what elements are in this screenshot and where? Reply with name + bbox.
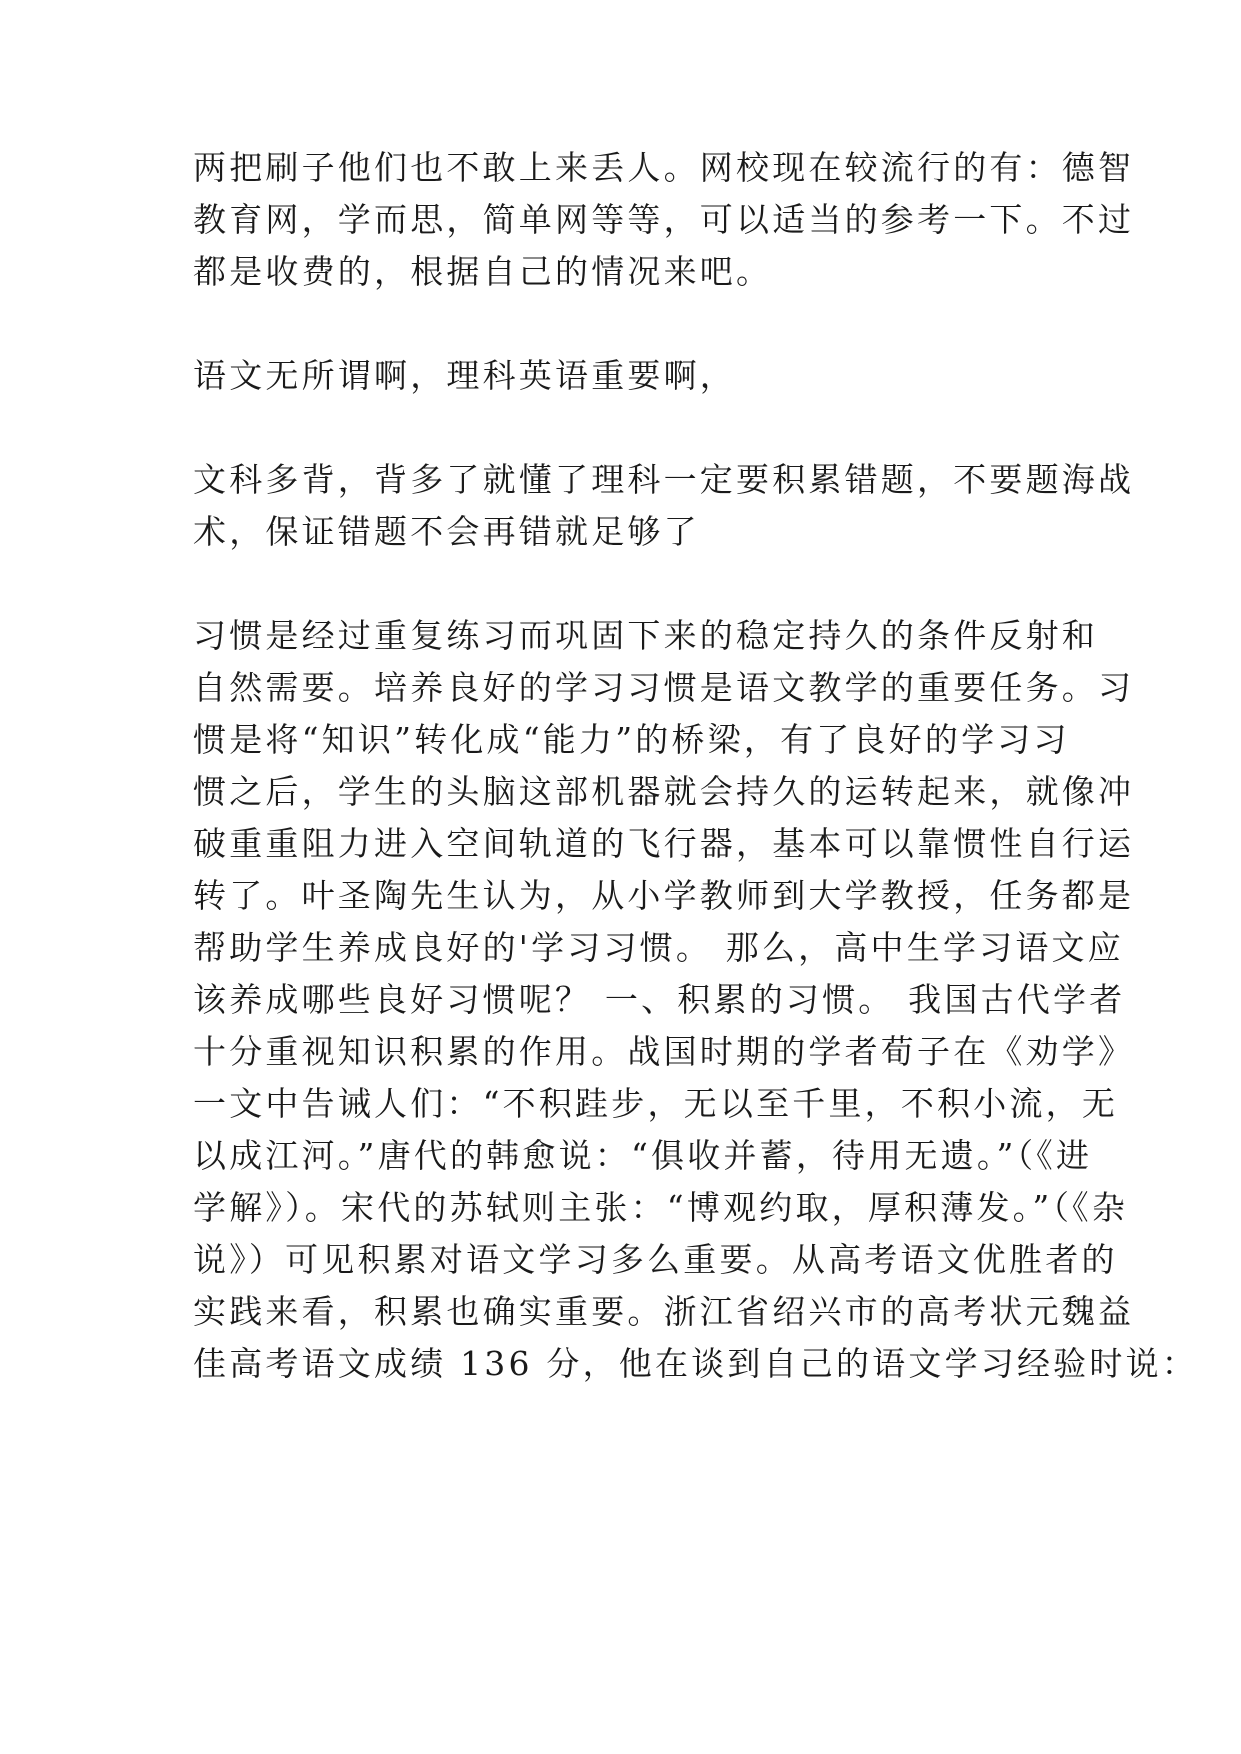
paragraph-3-line-2: 术，保证错题不会再错就足够了 (193, 512, 700, 551)
paragraph-4-line-12: 学解》）。宋代的苏轼则主张：“博观约取，厚积薄发。”（《杂 (193, 1188, 1129, 1227)
paragraph-4-line-10: 一文中告诫人们：“不积跬步，无以至千里，不积小流，无 (193, 1084, 1119, 1123)
paragraph-3-line-1: 文科多背，背多了就懂了理科一定要积累错题，不要题海战 (193, 460, 1135, 499)
paragraph-1-line-1: 两把刷子他们也不敢上来丢人。网校现在较流行的有：德智 (193, 148, 1135, 187)
paragraph-4-line-8: 该养成哪些良好习惯呢？ 一、积累的习惯。 我国古代学者 (193, 980, 1126, 1019)
paragraph-4-line-4: 惯之后，学生的头脑这部机器就会持久的运转起来，就像冲 (193, 772, 1135, 811)
paragraph-4-line-14: 实践来看，积累也确实重要。浙江省绍兴市的高考状元魏益 (193, 1292, 1135, 1331)
paragraph-4-line-2: 自然需要。培养良好的学习习惯是语文教学的重要任务。习 (193, 668, 1135, 707)
paragraph-4-line-15: 佳高考语文成绩 136 分，他在谈到自己的语文学习经验时说： (193, 1344, 1198, 1383)
paragraph-4-line-9: 十分重视知识积累的作用。战国时期的学者荀子在《劝学》 (193, 1032, 1135, 1071)
paragraph-4-line-3: 惯是将“知识”转化成“能力”的桥梁，有了良好的学习习 (193, 720, 1070, 759)
paragraph-1-line-3: 都是收费的，根据自己的情况来吧。 (193, 252, 773, 291)
paragraph-4-line-1: 习惯是经过重复练习而巩固下来的稳定持久的条件反射和 (193, 616, 1098, 655)
paragraph-4-line-5: 破重重阻力进入空间轨道的飞行器，基本可以靠惯性自行运 (193, 824, 1135, 863)
paragraph-4-line-13: 说》）可见积累对语文学习多么重要。从高考语文优胜者的 (193, 1240, 1118, 1279)
paragraph-4-line-11: 以成江河。”唐代的韩愈说：“俱收并蓄，待用无遗。”（《进 (193, 1136, 1093, 1175)
paragraph-4-line-7: 帮助学生养成良好的'学习习惯。 那么，高中生学习语文应 (193, 928, 1124, 967)
paragraph-4-line-6: 转了。叶圣陶先生认为，从小学教师到大学教授，任务都是 (193, 876, 1135, 915)
paragraph-2-line-1: 语文无所谓啊，理科英语重要啊， (193, 356, 736, 395)
paragraph-1-line-2: 教育网，学而思，简单网等等，可以适当的参考一下。不过 (193, 200, 1135, 239)
